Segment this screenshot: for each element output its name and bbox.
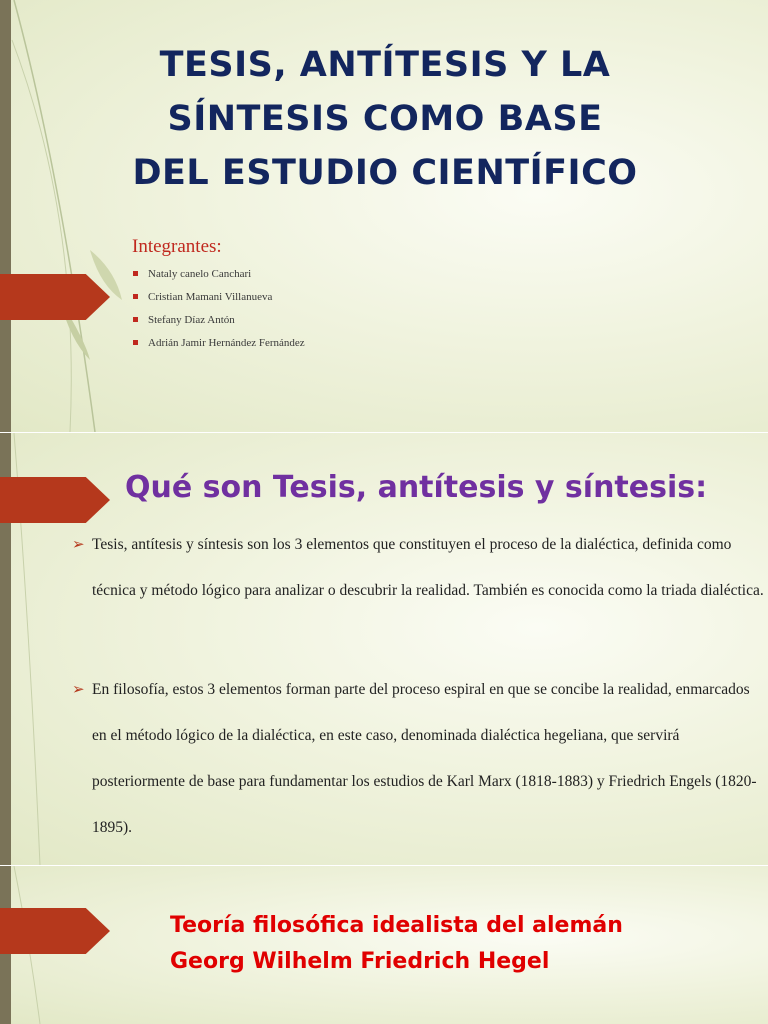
title-line: Teoría filosófica idealista del alemán [170,913,623,938]
member-name: Cristian Mamani Villanueva [148,291,273,303]
decorative-curves [0,0,130,432]
bullet-icon [133,271,138,276]
list-item [132,265,305,288]
paragraph-text: En filosofía, estos 3 elementos forman parte del proceso espiral en que se concibe la realidad, enmarcados en el método lógico de la dialéctica, en este caso, denominada dialéctica hegeliana, que servirá posteriormente de base para fundamentar los estudios de Karl Marx (1818-1883) y Friedrich Engels (1820-1895). [92,681,757,836]
title-line: Georg Wilhelm Friedrich Hegel [170,949,550,974]
members-heading: Integrantes: [132,236,222,257]
red-arrow-marker [0,908,110,954]
paragraph [72,522,764,614]
member-name: Stefany Díaz Antón [148,314,235,326]
title-line: DEL ESTUDIO CIENTÍFICO [132,153,638,193]
members-list [132,265,305,357]
title-line: TESIS, ANTÍTESIS Y LA [159,45,611,85]
bullet-icon [133,340,138,345]
member-name: Nataly canelo Canchari [148,268,252,280]
section-title: Qué son Tesis, antítesis y síntesis: [125,470,708,505]
bullet-icon [133,317,138,322]
presentation-title [130,38,640,200]
list-item [132,311,305,334]
list-item [132,288,305,311]
bullet-icon [133,294,138,299]
slide-title [0,0,768,432]
paragraph [72,667,764,851]
arrow-bullet-icon: ➢ [72,537,85,553]
title-line: SÍNTESIS COMO BASE [167,99,603,139]
paragraph-text: Tesis, antítesis y síntesis son los 3 elementos que constituyen el proceso de la dialéctica, definida como técnica y método lógico para analizar o descubrir la realidad. También es conocida como la triada dialéctica. [92,536,764,599]
list-item [132,334,305,357]
member-name: Adrián Jamir Hernández Fernández [148,337,305,349]
arrow-bullet-icon: ➢ [72,682,85,698]
hegel-title [170,908,623,980]
red-arrow-marker [0,477,110,523]
